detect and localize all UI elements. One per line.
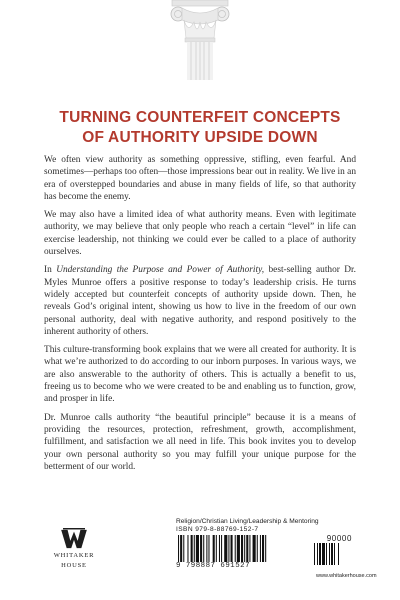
- book-category: Religion/Christian Living/Leadership & Mentoring: [176, 518, 319, 525]
- price-code: 90000: [326, 534, 352, 543]
- paragraph-3-prefix: In: [44, 265, 57, 276]
- paragraph-1: We often view authority as something oppressive, stifling, even fearful. And sometimes—perhaps too often—those impressions bear out in reality. We live in an era of overstepped boundaries and abuse in many fields of life, so that authority has become the enemy.: [44, 155, 356, 202]
- publisher-website: www.whitakerhouse.com: [316, 573, 377, 579]
- headline-line-1: TURNING COUNTERFEIT CONCEPTS: [59, 109, 341, 126]
- paragraph-4: This culture-transforming book explains that we were all created for authority. It is what we’re authorized to do according to our inborn purposes. In various ways, we are also answerable to the authority of others. This is actually a benefit to us, freeing us to become who we were created to be and enabling us to function, grow, and prosper in life.: [44, 345, 356, 405]
- paragraph-2: We may also have a limited idea of what authority means. Even with legitimate authority, we may believe that only people who reach a certain “level” in life can exercise leadership, not thinking we could ever be called to a place of authority ourselves.: [44, 210, 356, 258]
- paragraph-5: Dr. Munroe calls authority “the beautiful principle” because it is a means of providing the resources, protection, refreshment, growth, accomplishment, fulfillment, and satisfaction we all need in life. This book invites you to develop your own personal authority so you may fulfill your unique purpose for the betterment of our world.: [44, 412, 356, 472]
- barcode: [176, 534, 377, 579]
- barcode-block: [176, 518, 377, 579]
- publisher-logo: [44, 528, 104, 569]
- column-capital-icon: [168, 0, 232, 80]
- barcode-digits: 9 798887 691527: [176, 562, 310, 571]
- isbn-number: ISBN 979-8-88769-152-7: [176, 526, 259, 533]
- headline: [20, 108, 380, 148]
- book-title: Understanding the Purpose and Power of Authority,: [56, 265, 265, 276]
- publisher-name-line-1: WHITAKER: [53, 552, 95, 559]
- paragraph-3: [44, 264, 356, 338]
- headline-line-2: OF AUTHORITY UPSIDE DOWN: [82, 129, 318, 146]
- paragraph-3-rest: best-selling author Dr. Myles Munroe offers a positive response to today’s leadership crisis. He turns widely accepted but counterfeit concepts of authority upside down. Then, he reveals God’s original intent, showing us how to live in the freedom of our own personal authority, deal with negative authority, and respond positively to the inherent authority of others.: [44, 265, 356, 337]
- description-body: [44, 154, 356, 479]
- publisher-name-line-2: HOUSE: [61, 561, 87, 569]
- whitaker-house-logo-icon: [60, 528, 88, 550]
